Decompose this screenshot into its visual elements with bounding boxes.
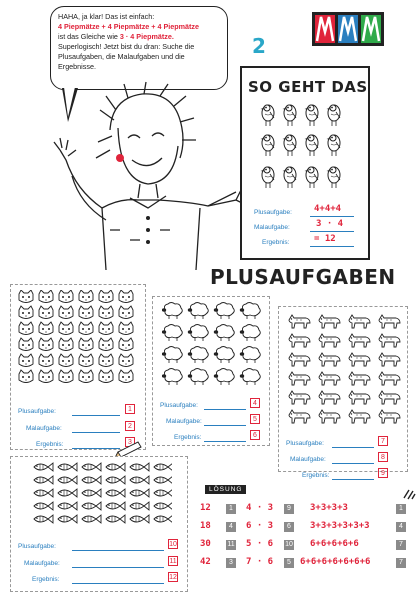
solution-number: 11: [227, 541, 235, 548]
solution-value: 12: [200, 503, 211, 513]
board-line: [310, 216, 354, 217]
board-line: [310, 231, 354, 232]
card4-number-10: 10: [169, 541, 177, 548]
card2-mal-label: Malaufgabe:: [166, 418, 202, 425]
answer-line[interactable]: [332, 479, 374, 480]
card3-number-7: 7: [378, 436, 388, 446]
board-mal-value: 3 · 4: [316, 219, 344, 229]
answer-line[interactable]: [72, 583, 164, 584]
answer-line[interactable]: [332, 447, 374, 448]
solution-value: 18: [200, 521, 211, 531]
card4-number-11: 11: [169, 558, 177, 565]
answer-line[interactable]: [72, 550, 164, 551]
brand-logo-icon: [312, 12, 384, 46]
cats-grid-icon: [18, 290, 138, 394]
answer-line[interactable]: [204, 441, 246, 442]
card3-number-9: 9: [378, 468, 388, 478]
card2-number-5: 5: [250, 414, 260, 424]
card1-number-2: 2: [125, 421, 135, 431]
solution-number: 5: [284, 558, 294, 568]
section-heading: PLUSAUFGABEN: [210, 265, 396, 289]
card3-mal-label: Malaufgabe:: [290, 456, 326, 463]
solution-value: 6+6+6+6+6: [310, 539, 359, 549]
solution-value: 7 · 6: [246, 557, 274, 567]
card2-number-6: 6: [250, 430, 260, 440]
board-mal-label: Malaufgabe:: [254, 224, 290, 231]
bubble-line-5: Plusaufgaben, die Malaufgaben und die Ergebnisse.: [58, 52, 185, 71]
answer-line[interactable]: [204, 409, 246, 410]
board-line: [310, 246, 354, 247]
card2-plus-label: Plusaufgabe:: [160, 402, 198, 409]
solution-number: 1: [396, 504, 406, 514]
card1-number-1: 1: [125, 404, 135, 414]
answer-line[interactable]: [72, 432, 120, 433]
card1-mal-label: Malaufgabe:: [26, 425, 62, 432]
solution-number: 4: [226, 522, 236, 532]
card3-plus-label: Plusaufgabe:: [286, 440, 324, 447]
card4-mal-label: Malaufgabe:: [24, 560, 60, 567]
solution-value: 5 · 6: [246, 539, 274, 549]
board-erg-value: = 12: [314, 234, 336, 244]
card4-erg-label: Ergebnis:: [32, 576, 60, 583]
bubble-line-3b: 3 · 4 Piepmätze.: [119, 32, 174, 41]
solution-value: 30: [200, 539, 211, 549]
speech-bubble: [50, 6, 228, 90]
board-title: SO GEHT DAS: [248, 78, 368, 96]
solution-value: 3+3+3+3+3+3: [310, 521, 370, 531]
solution-label: LÖSUNG: [205, 485, 246, 494]
solution-value: 4 · 3: [246, 503, 274, 513]
solution-number: 6: [284, 522, 294, 532]
card3-number-8: 8: [378, 452, 388, 462]
answer-line[interactable]: [72, 415, 120, 416]
solution-number: 7: [396, 540, 406, 550]
bubble-line-1: HAHA, ja klar! Das ist einfach:: [58, 12, 155, 21]
board-plus-value: 4+4+4: [314, 204, 342, 214]
card2-erg-label: Ergebnis:: [174, 434, 202, 441]
bubble-line-3a: ist das Gleiche wie: [58, 32, 120, 41]
birds-grid-icon: [260, 104, 360, 200]
solution-value: 6+6+6+6+6+6+6: [300, 557, 371, 567]
bubble-line-4: Superlogisch! Jetzt bist du dran: Suche die: [58, 42, 195, 51]
board-plus-label: Plusaufgabe:: [254, 209, 292, 216]
card1-number-3: 3: [125, 437, 135, 447]
bubble-line-3: [58, 32, 220, 42]
solution-value: 42: [200, 557, 211, 567]
sheep-grid-icon: [162, 302, 264, 388]
solution-number: 3: [226, 558, 236, 568]
solution-number: 4: [396, 522, 406, 532]
card1-plus-label: Plusaufgabe:: [18, 408, 56, 415]
answer-line[interactable]: [332, 463, 374, 464]
scribble-icon: [402, 486, 416, 500]
solution-number: 10: [285, 541, 293, 548]
fish-grid-icon: [32, 462, 172, 528]
solution-value: 3+3+3+3: [310, 503, 348, 513]
card3-erg-label: Ergebnis:: [302, 472, 330, 479]
solution-value: 6 · 3: [246, 521, 274, 531]
answer-line[interactable]: [72, 567, 164, 568]
solution-number: 7: [396, 558, 406, 568]
solution-number: 9: [284, 504, 294, 514]
bubble-line-2: 4 Piepmätze + 4 Piepmätze + 4 Piepmätze: [58, 22, 200, 31]
card2-number-4: 4: [250, 398, 260, 408]
card4-number-12: 12: [169, 574, 177, 581]
girl-illustration-icon: [40, 80, 260, 270]
solution-number: 1: [226, 504, 236, 514]
card1-erg-label: Ergebnis:: [36, 441, 64, 448]
answer-line[interactable]: [204, 425, 246, 426]
card4-plus-label: Plusaufgabe:: [18, 543, 56, 550]
page-number: 2: [252, 34, 266, 58]
wolves-grid-icon: [288, 314, 402, 426]
board-erg-label: Ergebnis:: [262, 239, 290, 246]
